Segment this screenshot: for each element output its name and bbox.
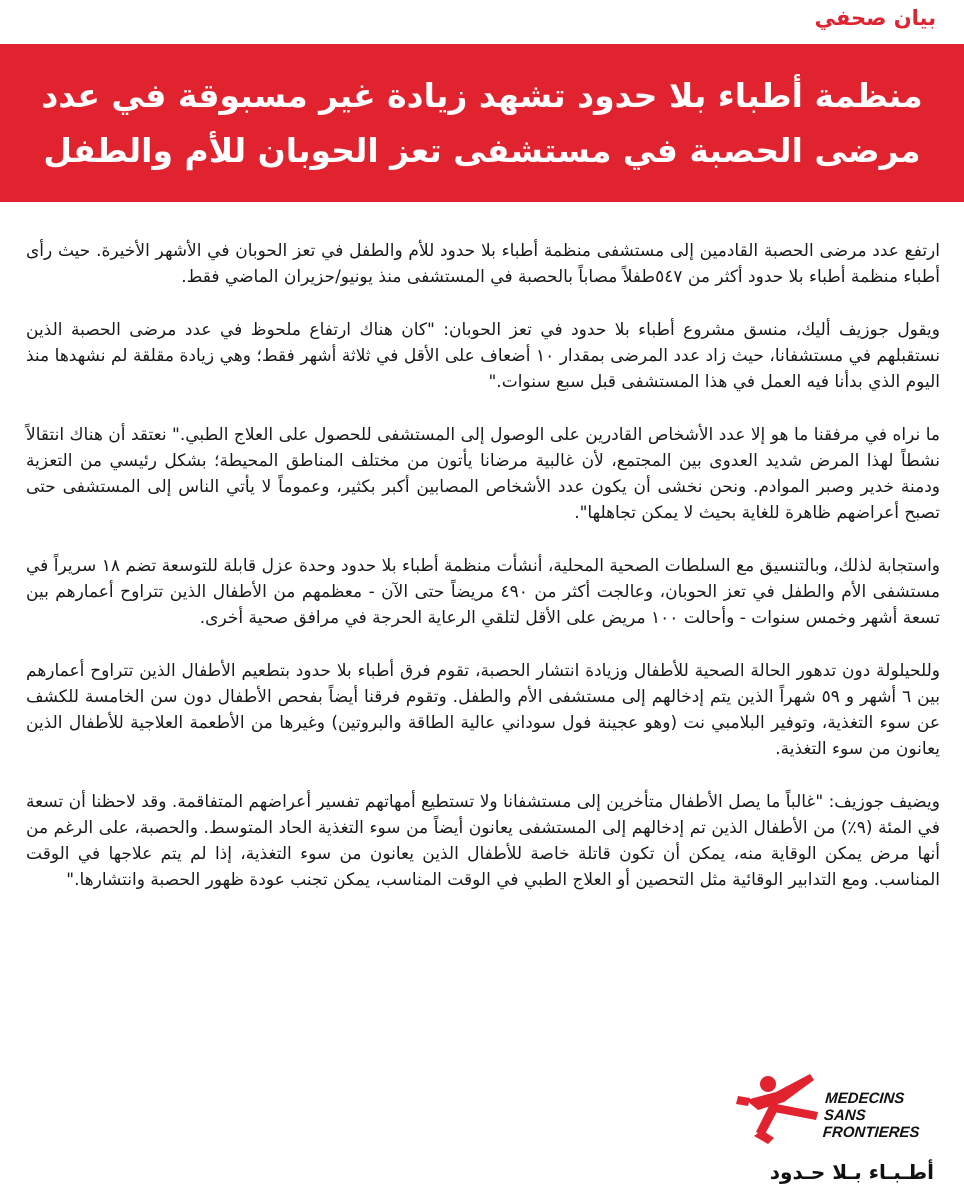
title-banner [0,44,964,202]
paragraph-5: وللحيلولة دون تدهور الحالة الصحية للأطفال وزيادة انتشار الحصبة، تقوم فرق أطباء بلا حدود بتطعيم الأطفال الذين تتراوح أعمارهم بين ٦ أشهر و ٥٩ شهراً الذين يتم إدخالهم إلى مستشفى الأم والطفل. وتقوم فرقنا أيضاً بفحص الأطفال دون سن الخامسة للكشف عن سوء التغذية، وتوفير البلامبي نت (وهو عجينة فول سوداني عالية الطاقة والبروتين) وغيرها من الأطعمة العلاجية للأطفال الذين يعانون من سوء التغذية. [26,661,940,759]
paragraph-1: ارتفع عدد مرضى الحصبة القادمين إلى مستشفى منظمة أطباء بلا حدود للأم والطفل في تعز الحوبان في الأشهر الأخيرة. حيث رأى أطباء منظمة أطباء بلا حدود أكثر من ٥٤٧طفلاً مصاباً بالحصبة في المستشفى منذ يونيو/حزيران الماضي فقط. [26,241,940,287]
msf-logo [728,1066,938,1186]
press-release-label: بيان صحفي [814,6,936,30]
paragraph-6: ويضيف جوزيف: "غالباً ما يصل الأطفال متأخرين إلى مستشفانا ولا تستطيع أمهاتهم تفسير أعراضهم المتفاقمة. وقد لاحظنا أن تسعة في المئة (٩٪) من الأطفال الذين تم إدخالهم إلى المستشفى يعانون أيضاً من سوء التغذية الحاد المتوسط. والحصبة، على الرغم من أنها مرض يمكن الوقاية منه، يمكن أن تكون قاتلة خاصة للأطفال الذين يعانون من سوء التغذية، إذا لم يتم علاجها في الوقت المناسب. ومع التدابير الوقائية مثل التحصين أو العلاج الطبي في الوقت المناسب، يمكن تجنب عودة ظهور الحصبة وانتشارها." [26,792,940,890]
running-figure-icon [728,1066,838,1146]
page-title: منظمة أطباء بلا حدود تشهد زيادة غير مسبوقة في عدد مرضى الحصبة في مستشفى تعز الحوبان للأم والطفل [41,76,923,170]
logo-text-ar: أطـبـاء بـلا حـدود [769,1160,934,1184]
article-body [26,238,940,920]
paragraph-4: واستجابة لذلك، وبالتنسيق مع السلطات الصحية المحلية، أنشأت منظمة أطباء بلا حدود وحدة عزل قابلة للتوسعة تضم ١٨ سريراً في مستشفى الأم والطفل في تعز الحوبان، وعالجت أكثر من ٤٩٠ مريضاً حتى الآن - معظمهم من الأطفال الذين تتراوح أعمارهم بين تسعة أشهر وخمس سنوات - وأحالت ١٠٠ مريض على الأقل لتلقي الرعاية الحرجة في مرافق صحية أخرى. [26,556,941,628]
logo-text-en: MEDECINS SANS FRONTIERES [822,1090,921,1141]
paragraph-3: ما نراه في مرفقنا ما هو إلا عدد الأشخاص القادرين على الوصول إلى المستشفى للحصول على العلاج الطبي." نعتقد أن هناك انتقالاً نشطاً لهذا المرض شديد العدوى بين المجتمع، لأن غالبية مرضانا يأتون من مختلف المناطق المحيطة؛ بشكل رئيسي من التعزية ودمنة خدير وصبر الموادم. ونحن نخشى أن يكون عدد الأشخاص المصابين أكبر بكثير، وعموماً لا يأتي الناس إلى المستشفى حتى تصبح أعراضهم ظاهرة للغاية بحيث لا يمكن تجاهلها". [26,425,940,523]
paragraph-2: ويقول جوزيف أليك، منسق مشروع أطباء بلا حدود في تعز الحوبان: "كان هناك ارتفاع ملحوظ في عدد مرضى الحصبة الذين نستقبلهم في مستشفانا، حيث زاد عدد المرضى بمقدار ١٠ أضعاف على الأقل في ثلاثة أشهر فقط؛ وهي زيادة مقلقة لم نشهدها منذ اليوم الذي بدأنا فيه العمل في هذا المستشفى قبل سبع سنوات." [26,320,940,392]
